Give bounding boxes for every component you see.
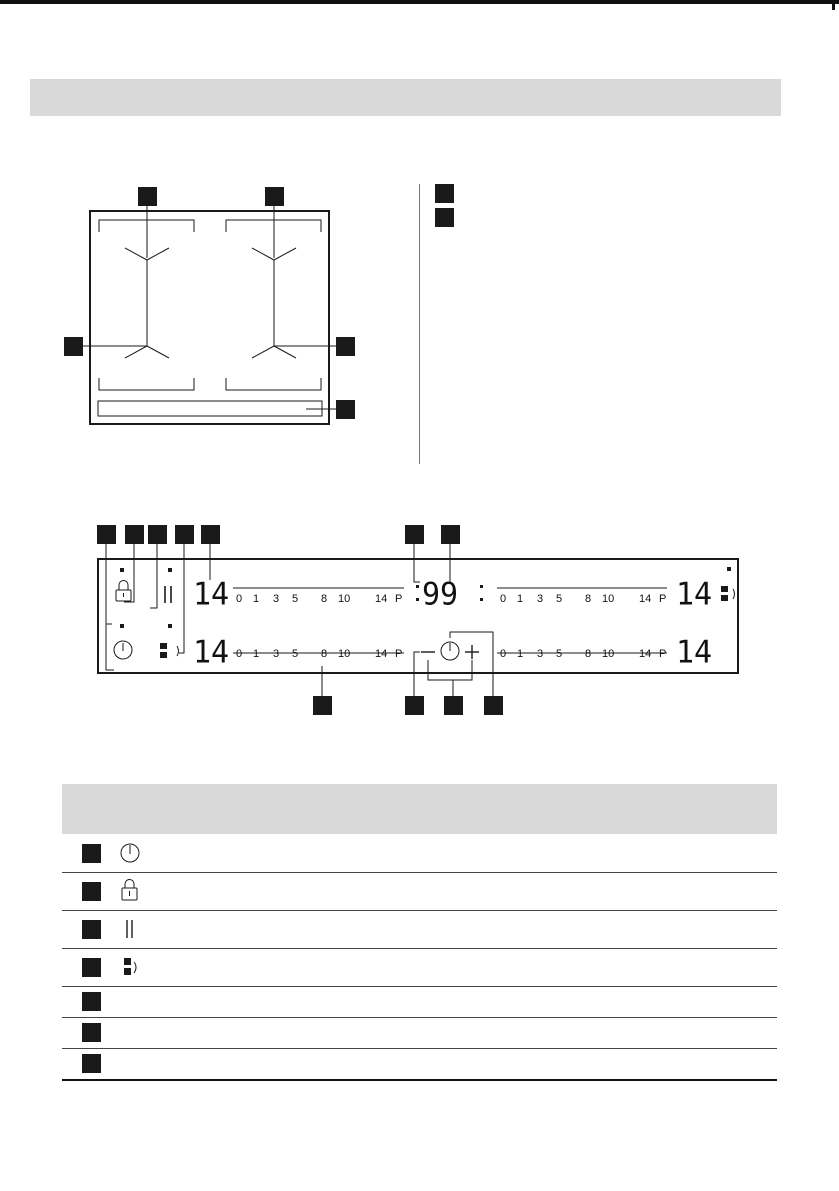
scale-tick: 14 <box>639 648 652 660</box>
scale-tick: 3 <box>537 593 544 605</box>
scale-tick: 3 <box>273 648 280 660</box>
bridge-icon <box>118 954 142 980</box>
table-row <box>62 948 777 987</box>
power-icon <box>118 840 142 866</box>
scale-tick: 1 <box>517 593 524 605</box>
scale-tick: 3 <box>537 648 544 660</box>
scale-tick: 8 <box>585 648 592 660</box>
table-row <box>62 834 777 873</box>
scale-tick: 14 <box>375 593 388 605</box>
scale-tick: 14 <box>639 593 652 605</box>
table-row <box>62 872 777 911</box>
timer-display: 99 <box>422 576 459 613</box>
scale-tick: 8 <box>321 593 328 605</box>
scale-tick: 10 <box>338 593 351 605</box>
table-row <box>62 986 777 1018</box>
scale-tick: 5 <box>556 593 563 605</box>
table-header <box>62 784 777 834</box>
zone-display: 14 <box>193 634 230 671</box>
row-marker <box>82 1054 101 1073</box>
row-marker <box>82 1023 101 1042</box>
table-row <box>62 910 777 949</box>
zone-display: 14 <box>193 576 230 613</box>
scale-tick: 1 <box>253 648 260 660</box>
row-marker <box>82 958 101 977</box>
row-marker <box>82 920 101 939</box>
lock-icon <box>118 878 142 904</box>
row-marker <box>82 882 101 901</box>
legend-marker <box>435 184 454 203</box>
scale-tick: 0 <box>500 593 507 605</box>
scale-tick: 8 <box>321 648 328 660</box>
scale-tick: 14 <box>375 648 388 660</box>
zone-display: 14 <box>676 576 713 613</box>
row-marker <box>82 844 101 863</box>
table-row <box>62 1048 777 1081</box>
scale-tick: 8 <box>585 593 592 605</box>
pause-icon <box>118 916 142 942</box>
scale-tick: 3 <box>273 593 280 605</box>
legend-marker <box>435 208 454 227</box>
scale-tick: 0 <box>236 648 243 660</box>
scale-tick: P <box>395 648 403 660</box>
table-row <box>62 1017 777 1049</box>
scale-tick: P <box>659 593 667 605</box>
scale-tick: P <box>659 648 667 660</box>
scale-tick: 0 <box>236 593 243 605</box>
scale-tick: P <box>395 593 403 605</box>
zone-display: 14 <box>676 634 713 671</box>
scale-tick: 10 <box>602 593 615 605</box>
scale-tick: 1 <box>517 648 524 660</box>
scale-tick: 10 <box>338 648 351 660</box>
row-marker <box>82 992 101 1011</box>
legend-divider <box>419 184 420 464</box>
scale-tick: 10 <box>602 648 615 660</box>
control-panel-drawing <box>0 500 839 720</box>
scale-tick: 5 <box>292 648 299 660</box>
scale-tick: 1 <box>253 593 260 605</box>
scale-tick: 5 <box>292 593 299 605</box>
scale-tick: 5 <box>556 648 563 660</box>
scale-tick: 0 <box>500 648 507 660</box>
